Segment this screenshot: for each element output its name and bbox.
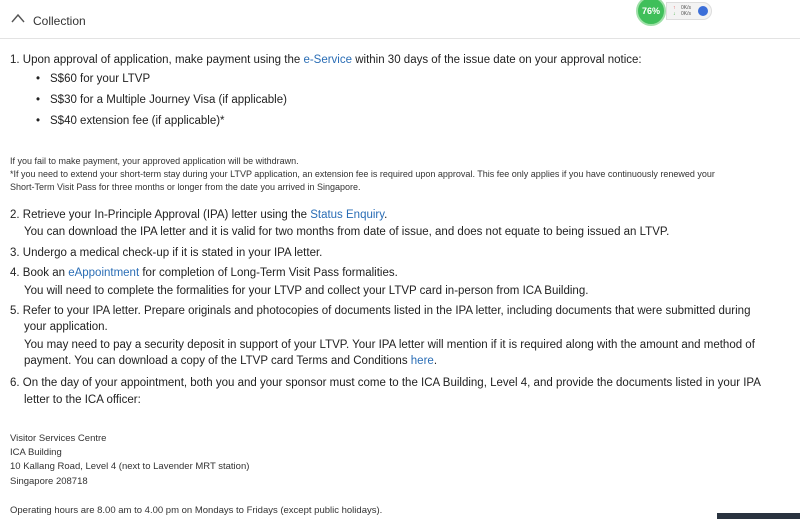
- download-arrow-icon: ↓: [673, 11, 676, 17]
- step-4-detail: You will need to complete the formalities for your LTVP and collect your LTVP card in-person from ICA Building.: [24, 285, 589, 297]
- network-speed-panel: [666, 2, 712, 20]
- step-5-line-4: [24, 354, 437, 369]
- step-1: [10, 53, 642, 68]
- section-title: Collection: [33, 14, 86, 28]
- step-6-line-1: 6. On the day of your appointment, both you and your sponsor must come to the ICA Building, Level 4, and provide the documents listed in your IPA: [10, 377, 761, 389]
- status-enquiry-link[interactable]: Status Enquiry: [310, 209, 385, 221]
- step-2-text-pre: 2. Retrieve your In-Principle Approval (IPA) letter using the: [10, 209, 311, 221]
- upload-arrow-icon: ↑: [673, 5, 676, 11]
- step-5-line-4-pre: payment. You can download a copy of the LTVP card Terms and Conditions: [24, 355, 411, 367]
- step-3: 3. Undergo a medical check-up if it is stated in your IPA letter.: [10, 247, 323, 259]
- memory-usage-gauge[interactable]: 76%: [636, 0, 666, 26]
- step-2: [10, 208, 387, 223]
- address-line-3: 10 Kallang Road, Level 4 (next to Lavender MRT station): [10, 461, 250, 472]
- step-5-line-2: your application.: [24, 321, 108, 333]
- address-line-4: Singapore 208718: [10, 476, 88, 487]
- system-monitor-widget[interactable]: [633, 0, 717, 22]
- footer-bar-corner: [717, 513, 800, 519]
- fee-item-mjv: • S$30 for a Multiple Journey Visa (if applicable): [50, 94, 287, 106]
- step-1-text-pre: 1. Upon approval of application, make payment using the: [10, 54, 304, 66]
- operating-hours: Operating hours are 8.00 am to 4.00 pm on Mondays to Fridays (except public holidays).: [10, 505, 383, 516]
- eappointment-link[interactable]: eAppointment: [68, 267, 140, 279]
- chevron-up-icon[interactable]: [11, 13, 25, 23]
- accelerate-icon[interactable]: [698, 6, 708, 16]
- extension-note-line-1: *If you need to extend your short-term stay during your LTVP application, an extension fee is required upon approval. This fee only applies if you have continuously renewed your: [10, 169, 715, 179]
- step-5-line-1: 5. Refer to your IPA letter. Prepare originals and photocopies of documents listed in the IPA letter, including documents that were submitted during: [10, 305, 751, 317]
- payment-note: If you fail to make payment, your approved application will be withdrawn.: [10, 156, 299, 166]
- step-6-line-2: letter to the ICA officer:: [24, 394, 141, 406]
- step-1-text-post: within 30 days of the issue date on your approval notice:: [352, 54, 642, 66]
- step-5-line-3: You may need to pay a security deposit in support of your LTVP. Your IPA letter will mention if it is required along with the amount and method of: [24, 339, 755, 351]
- step-5-line-4-post: .: [433, 355, 438, 367]
- terms-here-link[interactable]: here: [410, 355, 434, 367]
- address-line-2: ICA Building: [10, 447, 62, 458]
- header-divider: [0, 38, 800, 39]
- fee-item-extension: • S$40 extension fee (if applicable)*: [50, 115, 225, 127]
- step-4-text-pre: 4. Book an: [10, 267, 69, 279]
- eservice-link[interactable]: e-Service: [303, 54, 353, 66]
- upload-rate: 0K/s: [681, 5, 692, 11]
- address-line-1: Visitor Services Centre: [10, 433, 107, 444]
- step-4: [10, 266, 398, 281]
- step-4-text-post: for completion of Long-Term Visit Pass formalities.: [139, 267, 398, 279]
- step-2-detail: You can download the IPA letter and it is valid for two months from date of issue, and does not equate to being issued an LTVP.: [24, 226, 670, 238]
- fee-item-ltvp: • S$60 for your LTVP: [50, 73, 150, 85]
- download-rate: 0K/s: [681, 11, 692, 17]
- extension-note-line-2: Short-Term Visit Pass for three months or longer from the date you arrived in Singapore.: [10, 182, 361, 192]
- step-2-text-post: .: [384, 209, 388, 221]
